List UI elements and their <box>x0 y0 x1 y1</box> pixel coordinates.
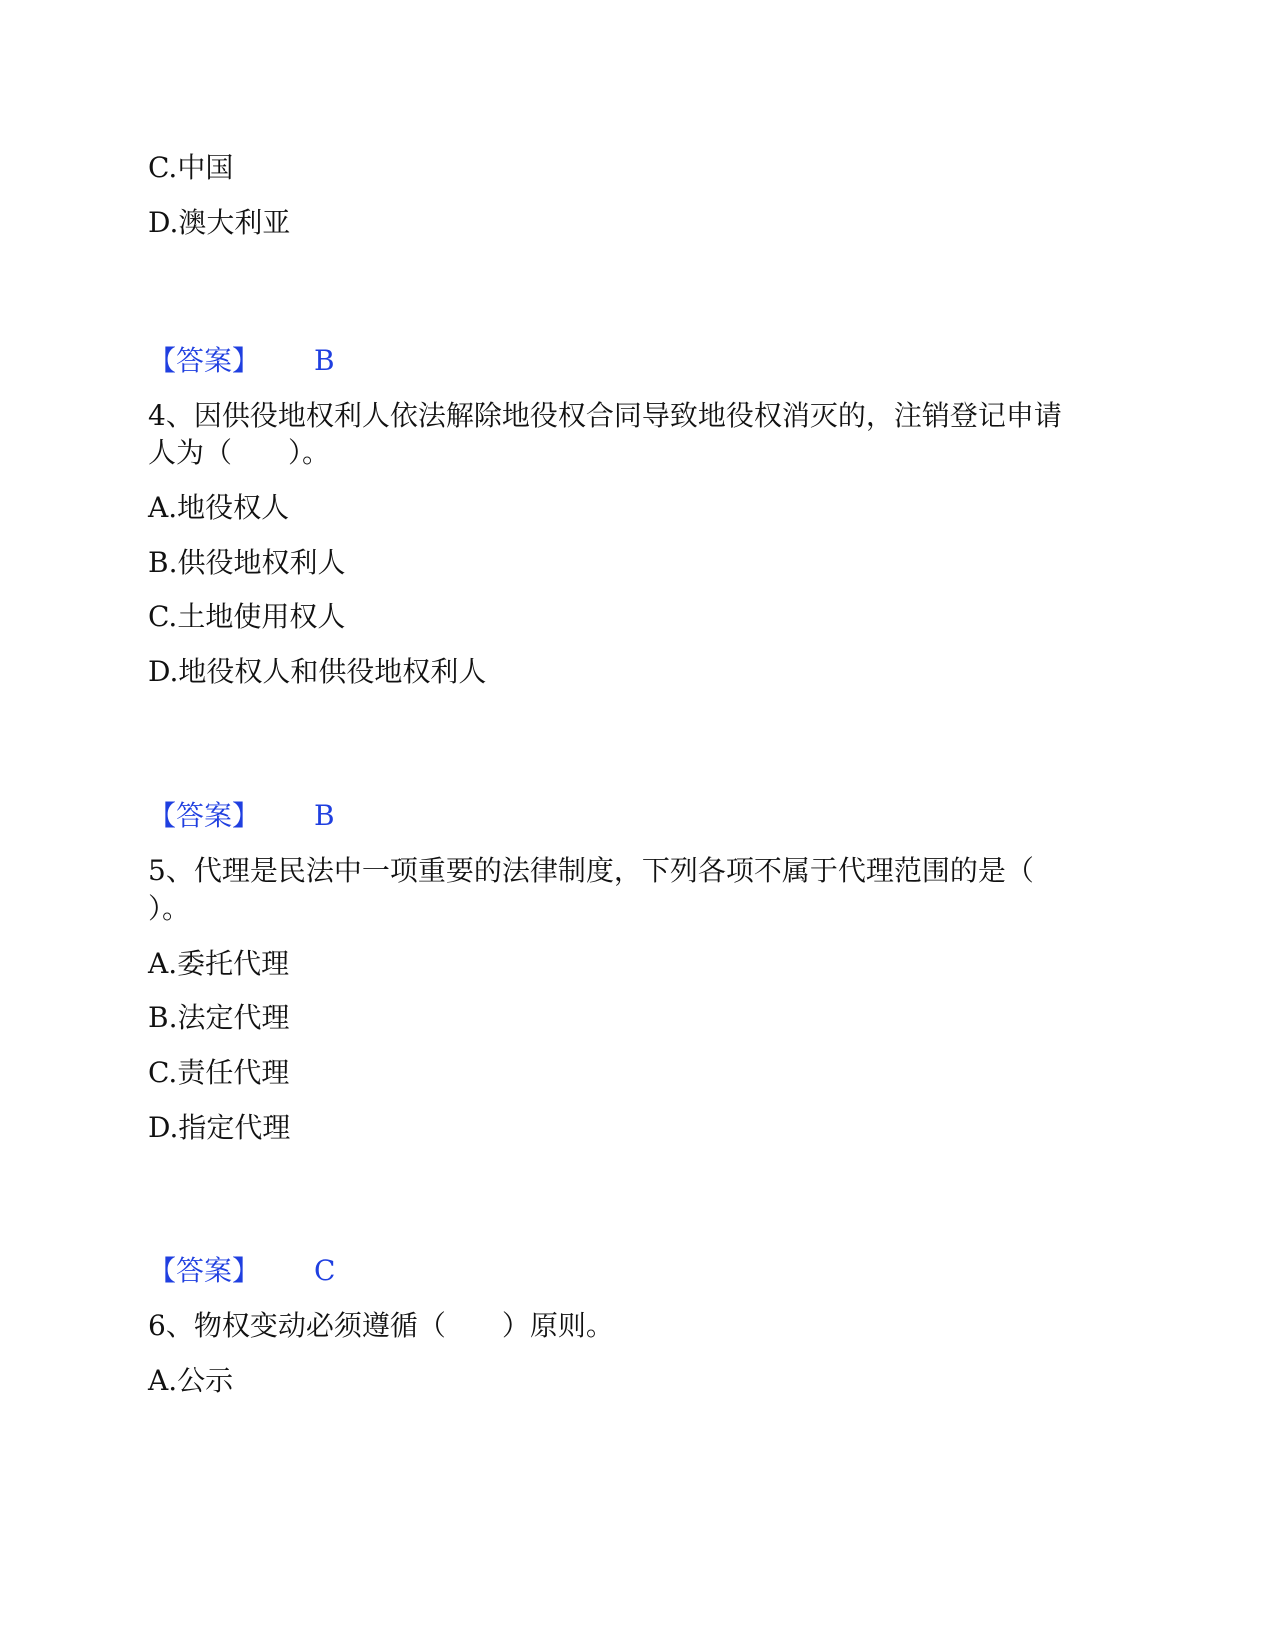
question-4-stem-line2: 人为（ ）。 <box>148 436 331 469</box>
option-c: C.中国 <box>148 151 234 184</box>
question-4-stem-line1: 4、因供役地权利人依法解除地役权合同导致地役权消灭的，注销登记申请 <box>148 399 1062 432</box>
answer-label: 【答案】 <box>148 1254 261 1287</box>
question-4-option-d: D.地役权人和供役地权利人 <box>148 655 487 688</box>
answer-value: C <box>314 1254 336 1287</box>
question-5-option-c: C.责任代理 <box>148 1056 290 1089</box>
question-5-answer-line <box>148 1251 335 1291</box>
question-5-stem-line2: ）。 <box>148 892 191 925</box>
answer-label: 【答案】 <box>148 344 261 377</box>
question-5-option-a: A.委托代理 <box>148 947 290 980</box>
question-6-stem: 6、物权变动必须遵循（ ）原则。 <box>148 1309 614 1342</box>
question-5-option-b: B.法定代理 <box>148 1001 290 1034</box>
answer-value: B <box>314 344 335 377</box>
question-4-option-c: C.土地使用权人 <box>148 600 346 633</box>
question-4-answer-line <box>148 796 335 836</box>
answer-line <box>148 341 335 381</box>
question-4-option-b: B.供役地权利人 <box>148 546 346 579</box>
option-d: D.澳大利亚 <box>148 206 291 239</box>
question-6-option-a: A.公示 <box>148 1364 234 1397</box>
question-5-stem-line1: 5、代理是民法中一项重要的法律制度，下列各项不属于代理范围的是（ <box>148 854 1034 887</box>
answer-value: B <box>314 799 335 832</box>
answer-label: 【答案】 <box>148 799 261 832</box>
question-4-option-a: A.地役权人 <box>148 491 290 524</box>
question-5-option-d: D.指定代理 <box>148 1111 291 1144</box>
